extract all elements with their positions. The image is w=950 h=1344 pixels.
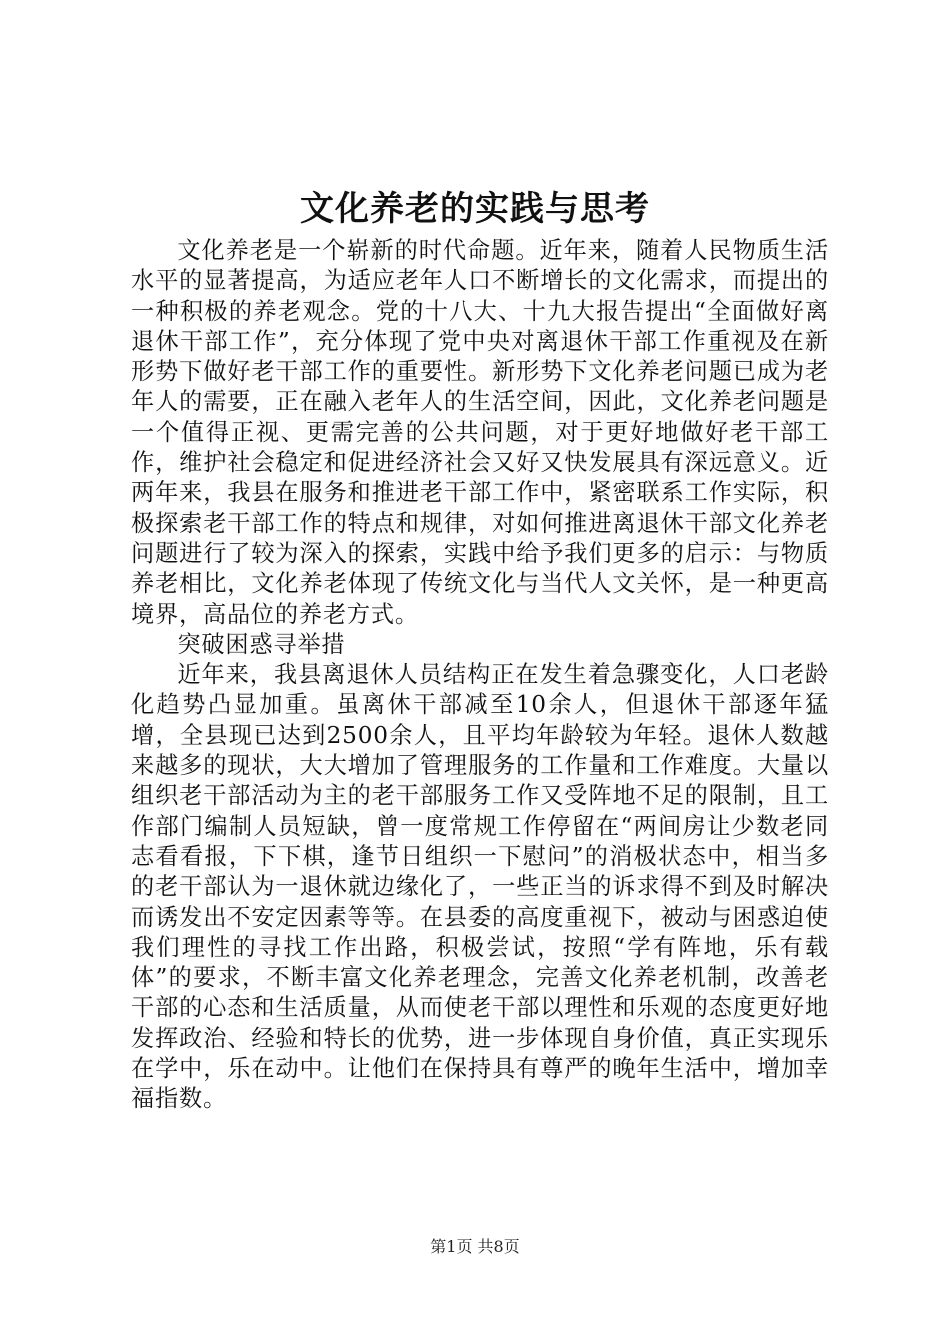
section-paragraph: 近年来，我县离退休人员结构正在发生着急骤变化，人口老龄化趋势凸显加重。虽离休干部减至10余人，但退休干部逐年猛增，全县现已达到2500余人，且平均年龄较为年轻。退休人数越来越多的现状，大大增加了管理服务的工作量和工作难度。大量以组织老干部活动为主的老干部服务工作又受阵地不足的限制，且工作部门编制人员短缺，曾一度常规工作停留在“两间房让少数老同志看看报，下下棋，逢节日组织一下慰问”的消极状态中，相当多的老干部认为一退休就边缘化了，一些正当的诉求得不到及时解决而诱发出不安定因素等等。在县委的高度重视下，被动与困惑迫使我们理性的寻找工作出路，积极尝试，按照“学有阵地，乐有载体”的要求，不断丰富文化养老理念，完善文化养老机制，改善老干部的心态和生活质量，从而使老干部以理性和乐观的态度更好地发挥政治、经验和特长的优势，进一步体现自身价值，真正实现乐在学中，乐在动中。让他们在保持具有尊严的晚年生活中，增加幸福指数。 xyxy=(131,661,829,1113)
document-title: 文化养老的实践与思考 xyxy=(300,189,650,229)
section-heading: 突破困惑寻举措 xyxy=(177,630,346,658)
document-body xyxy=(131,236,829,1115)
page-footer: 第1页 共8页 xyxy=(430,1237,520,1256)
intro-paragraph: 文化养老是一个崭新的时代命题。近年来，随着人民物质生活水平的显著提高，为适应老年人口不断增长的文化需求，而提出的一种积极的养老观念。党的十八大、十九大报告提出“全面做好离退休干部工作”，充分体现了党中央对离退休干部工作重视及在新形势下做好老干部工作的重要性。新形势下文化养老问题已成为老年人的需要，正在融入老年人的生活空间，因此，文化养老问题是一个值得正视、更需完善的公共问题，对于更好地做好老干部工作，维护社会稳定和促进经济社会又好又快发展具有深远意义。近两年来，我县在服务和推进老干部工作中，紧密联系工作实际，积极探索老干部工作的特点和规律，对如何推进离退休干部文化养老问题进行了较为深入的探索，实践中给予我们更多的启示：与物质养老相比，文化养老体现了传统文化与当代人文关怀，是一种更高境界，高品位的养老方式。 xyxy=(131,237,829,628)
